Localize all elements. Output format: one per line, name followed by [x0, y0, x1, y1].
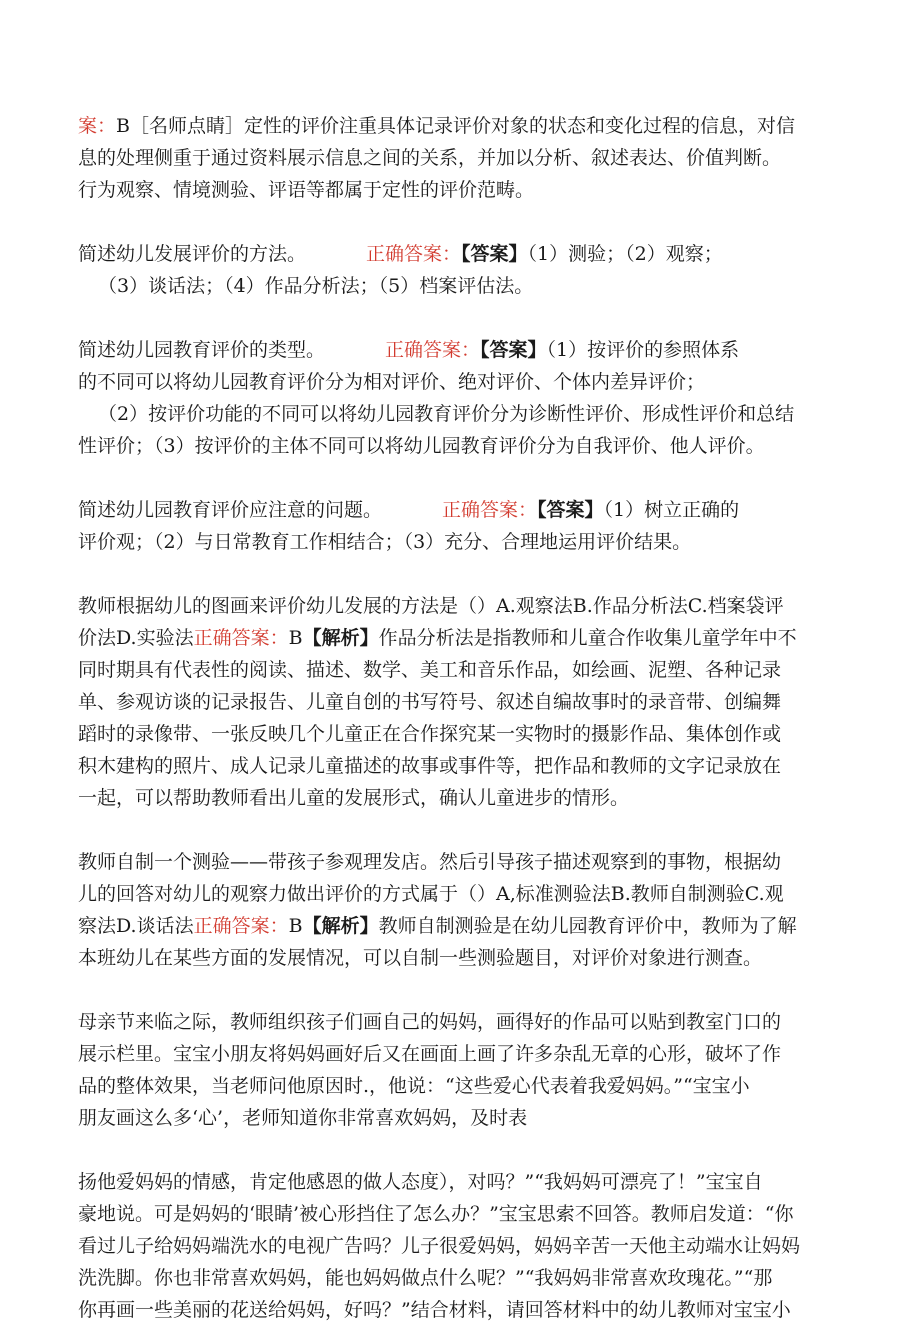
text-run: B［名师点睛］定性的评价注重具体记录评价对象的状态和变化过程的信息，对信	[116, 115, 795, 137]
text-line	[78, 398, 848, 430]
text-run: （1）测验；（2）观察；	[527, 243, 723, 265]
text-line	[78, 1230, 848, 1262]
text-line	[78, 430, 848, 462]
text-run: （2）按评价功能的不同可以将幼儿园教育评价分为诊断性评价、形成性评价和总结	[98, 403, 795, 425]
text-line	[78, 590, 848, 622]
text-run: 行为观察、情境测验、评语等都属于定性的评价范畴。	[78, 179, 535, 201]
document-page	[78, 110, 848, 1326]
text-run: 豪地说。可是妈妈的‘眼睛’被心形挡住了怎么办？”宝宝思索不回答。教师启发道：“你	[78, 1203, 794, 1225]
text-run: 的不同可以将幼儿园教育评价分为相对评价、绝对评价、个体内差异评价；	[78, 371, 706, 393]
answer-tag: 【答案】	[461, 243, 528, 265]
text-line	[78, 1198, 848, 1230]
answer-label: 正确答案：	[193, 627, 289, 649]
answer-tag: 【答案】	[537, 499, 604, 521]
text-run: 扬他爱妈妈的情感，肯定他感恩的做人态度），对吗？”“我妈妈可漂亮了！”宝宝自	[78, 1171, 763, 1193]
text-line	[78, 142, 848, 174]
paragraph-gap	[78, 302, 848, 334]
text-run: 展示栏里。宝宝小朋友将妈妈画好后又在画面上画了许多杂乱无章的心形，破坏了作	[78, 1043, 782, 1065]
answer-tag: 【解析】	[302, 627, 379, 649]
paragraph	[78, 1166, 848, 1326]
answer-label: 正确答案：	[366, 243, 462, 265]
text-run: 单、参观访谈的记录报告、儿童自创的书写符号、叙述自编故事时的录音带、创编舞	[78, 691, 782, 713]
text-run: 察法D.谈话法	[78, 915, 194, 937]
text-line	[78, 1166, 848, 1198]
text-run: 朋友画这么多‘心’，老师知道你非常喜欢妈妈，及时表	[78, 1107, 528, 1129]
text-run: B	[288, 627, 303, 649]
text-line	[78, 718, 848, 750]
text-run: （1）树立正确的	[603, 499, 740, 521]
text-line	[78, 270, 848, 302]
text-run: 作品分析法是指教师和儿童合作收集儿童学年中不	[378, 627, 797, 649]
text-run: 教师自制一个测验——带孩子参观理发店。然后引导孩子描述观察到的事物，根据幼	[78, 851, 782, 873]
text-line	[78, 366, 848, 398]
text-line	[78, 750, 848, 782]
text-line	[78, 1070, 848, 1102]
text-run: B	[288, 915, 303, 937]
text-run: （3）谈话法；（4）作品分析法；（5）档案评估法。	[98, 275, 534, 297]
text-run: 息的处理侧重于通过资料展示信息之间的关系，并加以分析、叙述表达、价值判断。	[78, 147, 782, 169]
text-run: 品的整体效果，当老师问他原因时.，他说：“这些爱心代表着我爱妈妈。”“宝宝小	[78, 1075, 750, 1097]
text-line	[78, 1102, 848, 1134]
paragraph	[78, 494, 848, 558]
text-line	[78, 526, 848, 558]
text-run: 本班幼儿在某些方面的发展情况，可以自制一些测验题目，对评价对象进行测查。	[78, 947, 763, 969]
text-run: 同时期具有代表性的阅读、描述、数学、美工和音乐作品，如绘画、泥塑、各种记录	[78, 659, 782, 681]
text-line	[78, 654, 848, 686]
answer-label: 正确答案：	[193, 915, 289, 937]
text-line	[78, 1294, 848, 1326]
paragraph-gap	[78, 558, 848, 590]
paragraph-gap	[78, 206, 848, 238]
text-line	[78, 686, 848, 718]
paragraph-gap	[78, 974, 848, 1006]
text-line	[78, 846, 848, 878]
text-run: 性评价；（3）按评价的主体不同可以将幼儿园教育评价分为自我评价、他人评价。	[78, 435, 765, 457]
text-line	[78, 1006, 848, 1038]
paragraph-gap	[78, 1134, 848, 1166]
answer-label: 案：	[78, 115, 117, 137]
text-run: 蹈时的录像带、一张反映几个儿童正在合作探究某一实物时的摄影作品、集体创作或	[78, 723, 782, 745]
text-run: 教师自制测验是在幼儿园教育评价中，教师为了解	[378, 915, 797, 937]
paragraph	[78, 334, 848, 462]
answer-label: 正确答案：	[385, 339, 481, 361]
text-run: 洗洗脚。你也非常喜欢妈妈，能也妈妈做点什么呢？”“我妈妈非常喜欢玫瑰花。”“那	[78, 1267, 773, 1289]
text-run: 看过儿子给妈妈端洗水的电视广告吗？儿子很爱妈妈，妈妈辛苦一天他主动端水让妈妈	[78, 1235, 801, 1257]
text-line	[78, 622, 848, 654]
text-run: 简述幼儿园教育评价应注意的问题。	[78, 499, 383, 521]
paragraph	[78, 846, 848, 974]
text-line	[78, 494, 848, 526]
text-run: 价法D.实验法	[78, 627, 194, 649]
answer-tag: 【解析】	[302, 915, 379, 937]
text-line	[78, 878, 848, 910]
answer-label: 正确答案：	[442, 499, 538, 521]
text-line	[78, 910, 848, 942]
text-run: 母亲节来临之际，教师组织孩子们画自己的妈妈，画得好的作品可以贴到教室门口的	[78, 1011, 782, 1033]
text-run: 教师根据幼儿的图画来评价幼儿发展的方法是（）A.观察法B.作品分析法C.档案袋评	[78, 595, 784, 617]
text-run: 积木建构的照片、成人记录儿童描述的故事或事件等，把作品和教师的文字记录放在	[78, 755, 782, 777]
paragraph	[78, 238, 848, 302]
text-line	[78, 334, 848, 366]
text-line	[78, 1038, 848, 1070]
paragraph	[78, 110, 848, 206]
text-line	[78, 174, 848, 206]
text-line	[78, 782, 848, 814]
text-run: 简述幼儿发展评价的方法。	[78, 243, 307, 265]
paragraph-gap	[78, 814, 848, 846]
answer-tag: 【答案】	[480, 339, 547, 361]
paragraph	[78, 1006, 848, 1134]
text-run: 一起，可以帮助教师看出儿童的发展形式，确认儿童进步的情形。	[78, 787, 630, 809]
paragraph	[78, 590, 848, 814]
text-line	[78, 110, 848, 142]
text-run: 简述幼儿园教育评价的类型。	[78, 339, 326, 361]
text-line	[78, 1262, 848, 1294]
text-line	[78, 942, 848, 974]
text-line	[78, 238, 848, 270]
paragraph-gap	[78, 462, 848, 494]
text-run: 儿的回答对幼儿的观察力做出评价的方式属于（）A,标准测验法B.教师自制测验C.观	[78, 883, 784, 905]
text-run: 评价观；（2）与日常教育工作相结合；（3）充分、合理地运用评价结果。	[78, 531, 692, 553]
text-run: 你再画一些美丽的花送给妈妈，好吗？”结合材料，请回答材料中的幼儿教师对宝宝小	[78, 1299, 791, 1321]
text-run: （1）按评价的参照体系	[546, 339, 740, 361]
